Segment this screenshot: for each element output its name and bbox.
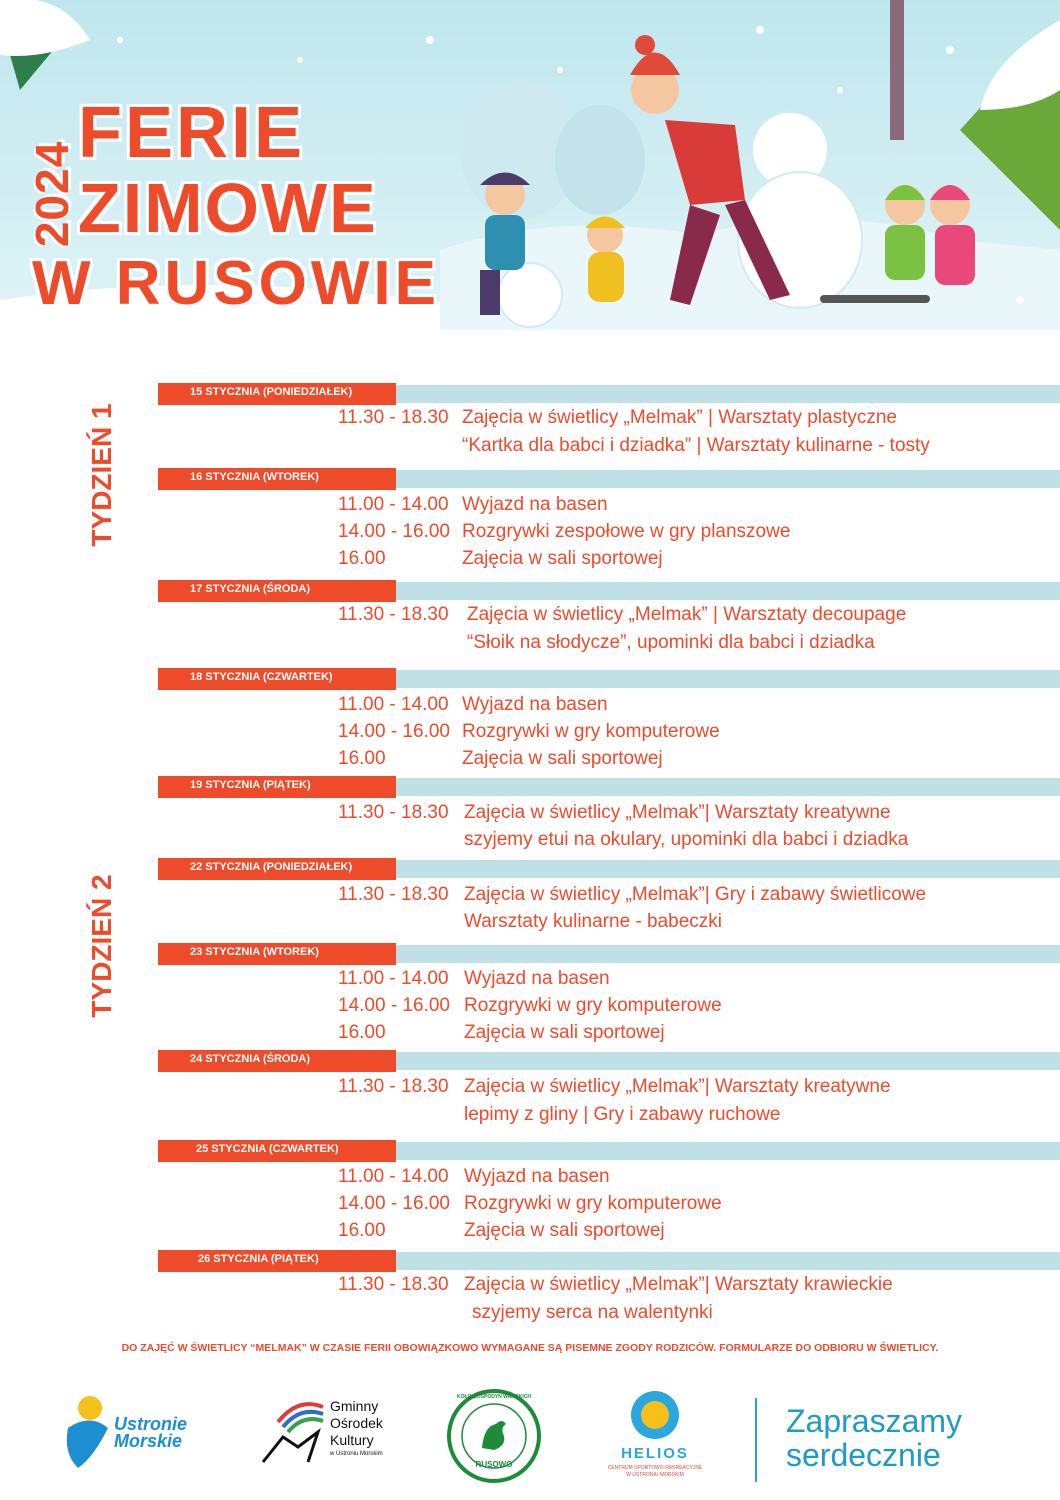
day-label: 24 STYCZNIA (ŚRODA)	[190, 1053, 310, 1065]
day-block: 23 STYCZNIA (WTOREK) 11.00 - 14.00 Wyjazd na basen 14.00 - 16.00 Rozgrywki w gry komputerowe 16.00 Zajęcia w sali sportowej	[0, 943, 1060, 965]
day-header	[0, 580, 1060, 602]
day-block: 17 STYCZNIA (ŚRODA) 11.30 - 18.30 Zajęcia w świetlicy „Melmak” | Warsztaty decoupage “Słoik na słodycze”, upominki dla babci i dziadka	[0, 580, 1060, 602]
day-header	[0, 1140, 1060, 1162]
title-line-3: W RUSOWIE	[32, 249, 440, 318]
day-label: 22 STYCZNIA (PONIEDZIAŁEK)	[190, 861, 353, 873]
day-header	[0, 668, 1060, 690]
day-header	[0, 1250, 1060, 1272]
day-label: 26 STYCZNIA (PIĄTEK)	[198, 1253, 319, 1265]
hero-banner	[0, 0, 1060, 380]
day-block: 22 STYCZNIA (PONIEDZIAŁEK) 11.30 - 18.30 Zajęcia w świetlicy „Melmak”| Gry i zabawy świetlicowe Warsztaty kulinarne - babeczki	[0, 858, 1060, 880]
rooster-icon	[446, 1388, 542, 1484]
day-header	[0, 858, 1060, 880]
day-header	[0, 943, 1060, 965]
day-header	[0, 776, 1060, 798]
day-label: 25 STYCZNIA (CZWARTEK)	[196, 1143, 339, 1155]
day-block: 15 STYCZNIA (PONIEDZIAŁEK) 11.30 - 18.30 Zajęcia w świetlicy „Melmak” | Warsztaty plastyczne “Kartka dla babci i dziadka” | Warsztaty kulinarne - tosty	[0, 383, 1060, 405]
kgw-rusowo-logo: RUSOWO KOŁO GOSPODYŃ WIEJSKICH	[446, 1388, 542, 1484]
day-label: 16 STYCZNIA (WTOREK)	[190, 471, 319, 483]
footer-divider	[755, 1398, 757, 1482]
day-label: 23 STYCZNIA (WTOREK)	[190, 946, 319, 958]
day-block: 25 STYCZNIA (CZWARTEK) 11.00 - 14.00 Wyjazd na basen 14.00 - 16.00 Rozgrywki w gry komputerowe 16.00 Zajęcia w sali sportowej	[0, 1140, 1060, 1162]
parental-consent-notice: DO ZAJĘĆ W ŚWIETLICY “MELMAK” W CZASIE FERII OBOWIĄZKOWO WYMAGANE SĄ PISEMNE ZGODY RODZICÓW. FORMULARZE DO ODBIORU W ŚWIETLICY.	[121, 1342, 939, 1354]
gok-logo: Gminny Ośrodek Kultury w Ustroniu Morskim	[258, 1392, 398, 1482]
helios-logo: HELIOS CENTRUM SPORTOWO-REKREACYJNE W USTRONIU MORSKIM	[600, 1385, 710, 1485]
day-block: 16 STYCZNIA (WTOREK) 11.00 - 14.00 Wyjazd na basen 14.00 - 16.00 Rozgrywki zespołowe w gry planszowe 16.00 Zajęcia w sali sportowej	[0, 468, 1060, 490]
invite-line-1: Zapraszamy	[786, 1403, 963, 1439]
week-1-label: TYDZIEŃ 1	[86, 403, 117, 547]
day-label: 15 STYCZNIA (PONIEDZIAŁEK)	[190, 386, 353, 398]
title-year: 2024	[26, 140, 78, 248]
title-line-2: ZIMOWE	[78, 169, 378, 247]
title-line-1: FERIE	[78, 93, 306, 173]
sun-moon-icon	[600, 1385, 710, 1445]
day-label: 19 STYCZNIA (PIĄTEK)	[190, 779, 311, 791]
horse-rainbow-icon	[258, 1392, 328, 1472]
day-label: 17 STYCZNIA (ŚRODA)	[190, 583, 310, 595]
day-header	[0, 1050, 1060, 1072]
ustronie-morskie-logo: Ustronie Morskie	[58, 1388, 208, 1478]
day-block: 26 STYCZNIA (PIĄTEK) 11.30 - 18.30 Zajęcia w świetlicy „Melmak”| Warsztaty krawieckie szyjemy serca na walentynki	[0, 1250, 1060, 1272]
day-block: 19 STYCZNIA (PIĄTEK) 11.30 - 18.30 Zajęcia w świetlicy „Melmak”| Warsztaty kreatywne szyjemy etui na okulary, upominki dla babci i dziadka	[0, 776, 1060, 798]
day-header	[0, 468, 1060, 490]
day-header	[0, 383, 1060, 405]
day-label: 18 STYCZNIA (CZWARTEK)	[190, 671, 333, 683]
day-block: 18 STYCZNIA (CZWARTEK) 11.00 - 14.00 Wyjazd na basen 14.00 - 16.00 Rozgrywki w gry komputerowe 16.00 Zajęcia w sali sportowej	[0, 668, 1060, 690]
invite-line-2: serdecznie	[786, 1437, 941, 1473]
week-2-label: TYDZIEŃ 2	[86, 874, 117, 1018]
day-block: 24 STYCZNIA (ŚRODA) 11.30 - 18.30 Zajęcia w świetlicy „Melmak”| Warsztaty kreatywne lepimy z gliny | Gry i zabawy ruchowe	[0, 1050, 1060, 1072]
